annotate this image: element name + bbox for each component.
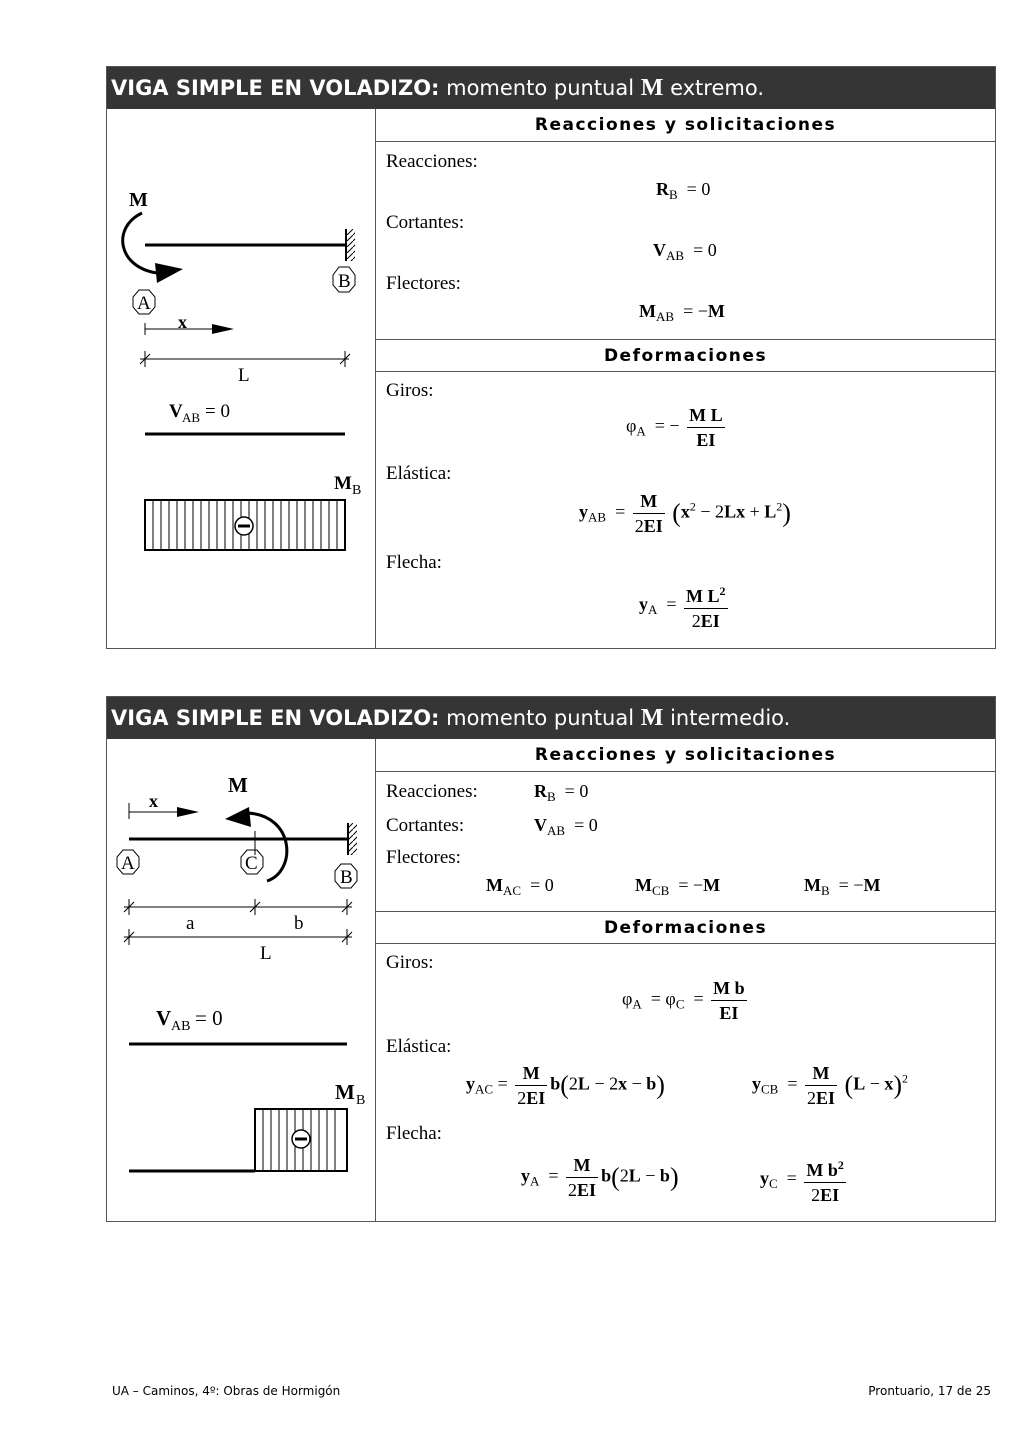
beam-figure bbox=[107, 739, 375, 1221]
label-cortantes: Cortantes: bbox=[386, 815, 465, 836]
label-giros: Giros: bbox=[386, 952, 434, 973]
formulas-panel bbox=[375, 109, 995, 648]
eq-vab: $V_{AB} = 0$ bbox=[653, 240, 717, 263]
card-title: VIGA SIMPLE EN VOLADIZO: momento puntual M extremo. bbox=[107, 67, 995, 109]
length-label: L bbox=[260, 943, 272, 964]
node-a: A bbox=[121, 853, 135, 874]
a-label: a bbox=[186, 913, 195, 934]
label-reacciones: Reacciones: bbox=[386, 781, 478, 802]
section-deformaciones: Deformaciones bbox=[376, 339, 995, 372]
label-flectores: Flectores: bbox=[386, 273, 461, 294]
label-giros: Giros: bbox=[386, 380, 434, 401]
beam-figure bbox=[107, 109, 375, 648]
label-elastica: Elástica: bbox=[386, 1036, 452, 1057]
moment-arrow bbox=[123, 213, 157, 273]
card-title: VIGA SIMPLE EN VOLADIZO: momento puntual M intermedio. bbox=[107, 697, 995, 739]
moment-diagram-label: M bbox=[335, 1080, 355, 1104]
section-reacciones: Reacciones y solicitaciones bbox=[376, 109, 995, 142]
shear-label: V bbox=[169, 401, 183, 422]
x-label: x bbox=[149, 791, 158, 811]
moment-label: M bbox=[228, 773, 248, 797]
eq-ya: $y_A$ = $\frac{M}{2EI}$ b(2L − b) bbox=[521, 1155, 679, 1200]
svg-text:AB: AB bbox=[171, 1019, 191, 1034]
eq-phi-a: $\varphi_A$ = − $\frac{\text{M L}}{EI}$ bbox=[626, 405, 723, 450]
eq-vab: $V_{AB} = 0$ bbox=[534, 815, 598, 838]
svg-text:= 0: = 0 bbox=[205, 401, 230, 422]
card-intermedio bbox=[106, 696, 996, 1222]
eq-rb: $R_B = 0$ bbox=[656, 179, 711, 202]
label-reacciones: Reacciones: bbox=[386, 151, 478, 172]
node-c: C bbox=[245, 853, 258, 874]
svg-text:B: B bbox=[352, 483, 362, 498]
shear-label: V bbox=[156, 1006, 172, 1030]
eq-mab: $M_{AB} = -M$ bbox=[639, 301, 725, 324]
label-flecha: Flecha: bbox=[386, 552, 442, 573]
section-deformaciones: Deformaciones bbox=[376, 911, 995, 944]
svg-text:B: B bbox=[356, 1093, 366, 1108]
b-label: b bbox=[294, 913, 304, 934]
eq-phi: $\varphi_A = \varphi_C$ = $\frac{\text{M b}}{EI}$ bbox=[622, 978, 745, 1023]
length-label: L bbox=[238, 365, 250, 386]
x-label: x bbox=[178, 312, 187, 332]
label-flecha: Flecha: bbox=[386, 1123, 442, 1144]
label-cortantes: Cortantes: bbox=[386, 212, 465, 233]
eq-mcb: $M_{CB} = -M$ bbox=[635, 875, 721, 898]
eq-yc: $y_C$ = $\frac{M b^2}{2EI}$ bbox=[760, 1153, 849, 1207]
eq-mac: $M_{AC} = 0$ bbox=[486, 875, 554, 898]
node-a: A bbox=[137, 293, 151, 314]
eq-yac: $y_{AC}$ = $\frac{M}{2EI}$ b(2L − 2x − b) bbox=[466, 1063, 665, 1108]
eq-mb: $M_B = -M$ bbox=[804, 875, 881, 898]
node-b: B bbox=[340, 867, 353, 888]
eq-rb: $R_B = 0$ bbox=[534, 781, 589, 804]
svg-text:= 0: = 0 bbox=[195, 1006, 223, 1030]
eq-ycb: $y_{CB}$ = $\frac{M}{2EI}$ $(L - x)^2$ bbox=[752, 1063, 909, 1108]
eq-yab: $y_{AB}$ = $\frac{M}{2EI}$ $(x^2 - 2Lx + L^2)$ bbox=[579, 491, 791, 536]
footer-left: UA – Caminos, 4º: Obras de Hormigón bbox=[112, 1384, 341, 1398]
formulas-panel bbox=[375, 739, 995, 1221]
footer-right: Prontuario, 17 de 25 bbox=[868, 1384, 991, 1398]
moment-label: M bbox=[129, 189, 148, 211]
eq-ya: $y_A$ = $\frac{M L^2}{2EI}$ bbox=[639, 579, 731, 633]
label-flectores: Flectores: bbox=[386, 847, 461, 868]
svg-text:AB: AB bbox=[182, 410, 201, 425]
node-b: B bbox=[338, 271, 351, 292]
label-elastica: Elástica: bbox=[386, 463, 452, 484]
moment-diagram-label: M bbox=[334, 473, 352, 494]
section-reacciones: Reacciones y solicitaciones bbox=[376, 739, 995, 772]
card-extremo bbox=[106, 66, 996, 649]
